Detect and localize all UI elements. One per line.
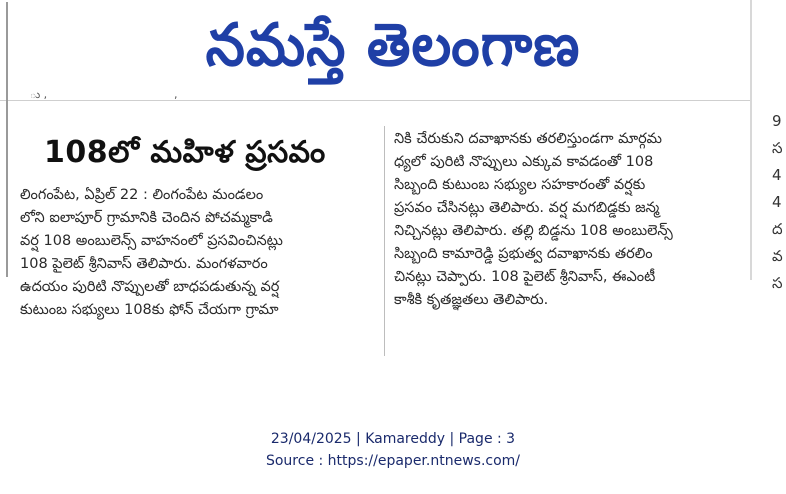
article-line: వర్ష 108 అంబులెన్స్ వాహనంలో ప్రసవించినట్లు <box>20 233 283 249</box>
article-line: సిబ్బంది కుటుంబ సభ్యుల సహకారంతో వర్షకు <box>394 177 646 193</box>
adjacent-article-fragment <box>772 108 786 297</box>
article-headline: 108లో మహిళ ప్రసవం <box>44 135 326 170</box>
source-link: Source : https://epaper.ntnews.com/ <box>265 453 521 469</box>
article-line: లింగంపేట, ఏప్రిల్ 22 : లింగంపేట మండలం <box>20 187 264 203</box>
article-line: 108 పైలెట్ శ్రీనివాస్ తెలిపారు. మంగళవారం <box>20 256 268 272</box>
cut-text-fragment: ు , <box>30 88 48 101</box>
cut-text-fragment: వ <box>772 247 783 265</box>
article-column-2 <box>394 128 744 312</box>
cut-text-fragment: 4 <box>772 166 782 184</box>
article-line: ఉదయం పురిటి నొప్పులతో బాధపడుతున్న వర్ష <box>20 279 280 295</box>
edition-info: 23/04/2025 | Kamareddy | Page : 3 <box>270 431 516 447</box>
article-line: కుటుంబ సభ్యులు 108కు ఫోన్ చేయగా గ్రామా <box>20 302 279 318</box>
clipping-right-edge <box>750 0 752 280</box>
source-footer <box>0 428 786 472</box>
article-line: సిబ్బంది కామారెడ్డి ప్రభుత్వ దవాఖానకు తరలిం <box>394 246 653 262</box>
column-divider <box>384 126 385 356</box>
article-line: కాశీకి కృతజ్ఞతలు తెలిపారు. <box>394 292 549 308</box>
article-line: నికి చేరుకుని దవాఖానకు తరలిస్తుండగా మార్గమ <box>394 131 663 147</box>
article-line: ధ్యలో పురిటి నొప్పులు ఎక్కువ కావడంతో 108 <box>394 154 654 170</box>
clipping-left-edge <box>6 2 8 277</box>
cut-text-fragment: స <box>772 274 783 292</box>
newspaper-logo: నమస్తే తెలంగాణ <box>205 11 581 80</box>
cut-text-fragment: ద <box>772 220 783 238</box>
article-column-1 <box>20 184 372 322</box>
cut-text-fragment: 4 <box>772 193 782 211</box>
cut-text-fragment: స <box>772 139 783 157</box>
masthead <box>0 0 786 92</box>
article-line: ప్రసవం చేసినట్లు తెలిపారు. వర్ష మగబిడ్డకు జన్మ <box>394 200 660 216</box>
cut-text-fragment: 9 <box>772 112 782 130</box>
article-line: చినట్లు చెప్పారు. 108 పైలెట్ శ్రీనివాస్, ఈఎంటీ <box>394 269 656 285</box>
article-line: నిచ్చినట్లు తెలిపారు. తల్లి బిడ్డను 108 అంబులెన్స్ <box>394 223 673 239</box>
cut-text-fragment: , <box>174 88 178 101</box>
article-line: లోని ఐలాపూర్ గ్రామానికి చెందిన పోచమ్మకాడి <box>20 210 273 226</box>
